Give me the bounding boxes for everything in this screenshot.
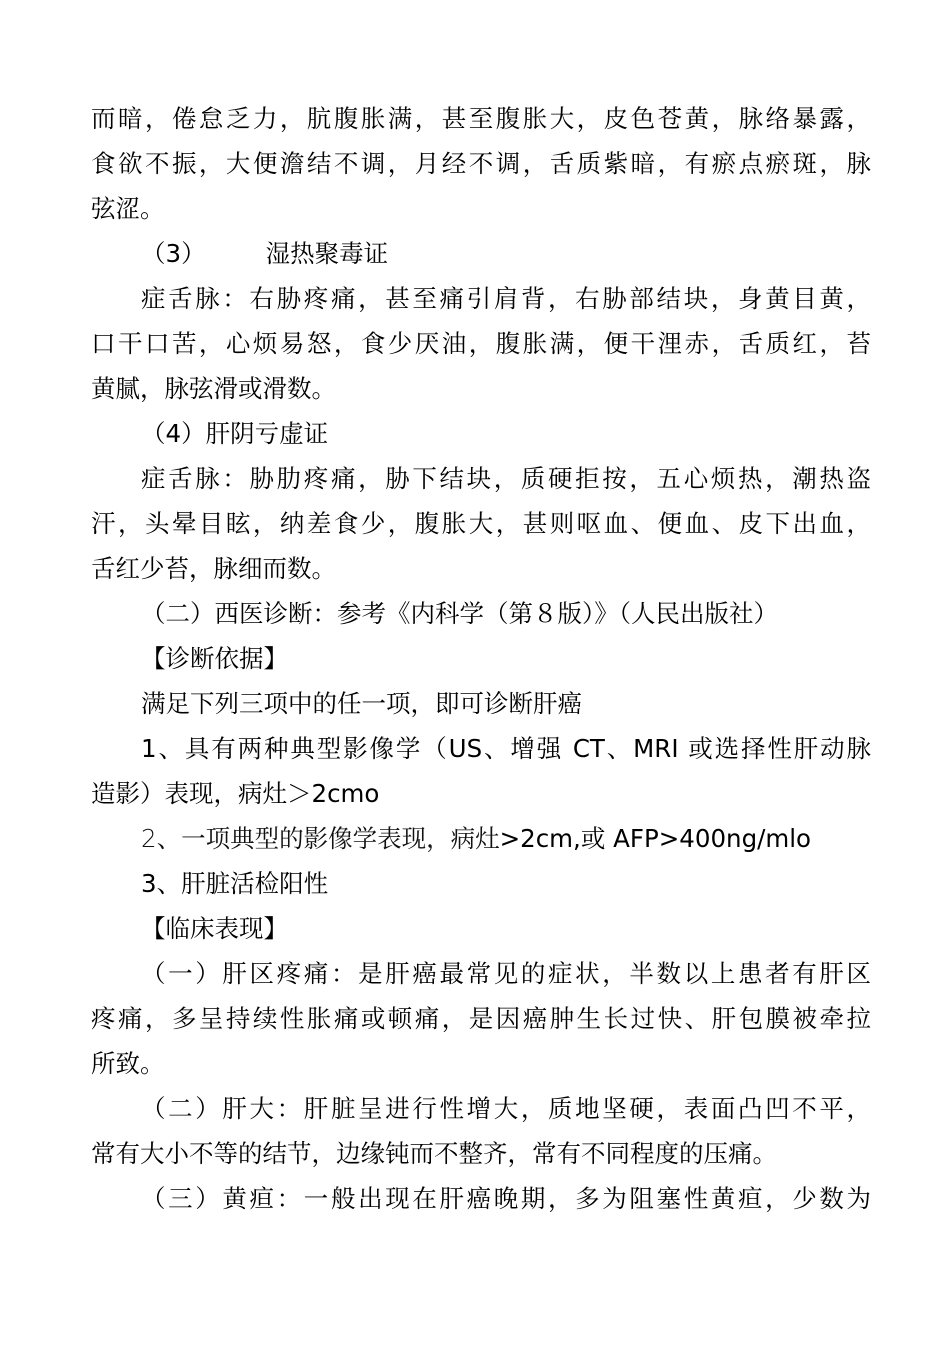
heading-number: （3） <box>141 239 206 268</box>
section-heading: 【临床表现】 <box>141 914 288 943</box>
text-line: 常有大小不等的结节，边缘钝而不整齐，常有不同程度的压痛。 <box>91 1139 777 1168</box>
section-heading <box>141 239 871 269</box>
text-line: 弦涩。 <box>91 194 165 223</box>
list-item <box>141 824 871 854</box>
text-line: 汗，头晕目眩，纳差食少，腹胀大，甚则呕血、便血、皮下出血， <box>91 509 871 538</box>
text-line: 食欲不振，大便澹结不调，月经不调，舌质紫暗，有瘀点瘀斑，脉 <box>91 149 871 178</box>
text-line: （二）肝大：肝脏呈进行性增大，质地坚硬，表面凸凹不平， <box>141 1094 871 1123</box>
text-line: （一）肝区疼痛：是肝癌最常见的症状，半数以上患者有肝区 <box>141 959 871 988</box>
text-line: 口干口苦，心烦易怒，食少厌油，腹胀满，便干浬赤，舌质红，苔 <box>91 329 871 358</box>
text-line: 舌红少苔，脉细而数。 <box>91 554 336 583</box>
section-heading: （4）肝阴亏虚证 <box>141 419 329 448</box>
heading-title: 湿热聚毒证 <box>265 239 389 268</box>
section-heading: 【诊断依据】 <box>141 644 288 673</box>
text-line: （三）黄疸：一般出现在肝癌晚期，多为阻塞性黄疸，少数为 <box>141 1184 871 1213</box>
list-item: 3、肝脏活检阳性 <box>141 869 329 898</box>
list-item-text: 2、一项典型的影像学表现，病灶 <box>141 824 500 853</box>
text-line: 满足下列三项中的任一项，即可诊断肝癌 <box>141 689 582 718</box>
list-item: 1、具有两种典型影像学（US、增强 CT、MRI 或选择性肝动脉 <box>141 734 871 763</box>
text-line: 而暗，倦怠乏力，肮腹胀满，甚至腹胀大，皮色苍黄，脉络暴露， <box>91 104 871 133</box>
section-heading: （二）西医诊断：参考《内科学（第８版）》（人民出版社） <box>141 599 778 628</box>
text-line: 症舌脉：胁肋疼痛，胁下结块，质硬拒按，五心烦热，潮热盗 <box>141 464 871 493</box>
text-line: 所致。 <box>91 1049 165 1078</box>
text-line: 疼痛，多呈持续性胀痛或顿痛，是因癌肿生长过快、肝包膜被牵拉 <box>91 1004 871 1033</box>
text-line: 症舌脉：右胁疼痛，甚至痛引肩背，右胁部结块，身黄目黄， <box>141 284 871 313</box>
text-line: 黄腻，脉弦滑或滑数。 <box>91 374 336 403</box>
list-item: 造影）表现，病灶＞2cmo <box>91 779 380 808</box>
list-item-text: >2cm,或 AFP>400ng/mlo <box>499 824 812 853</box>
